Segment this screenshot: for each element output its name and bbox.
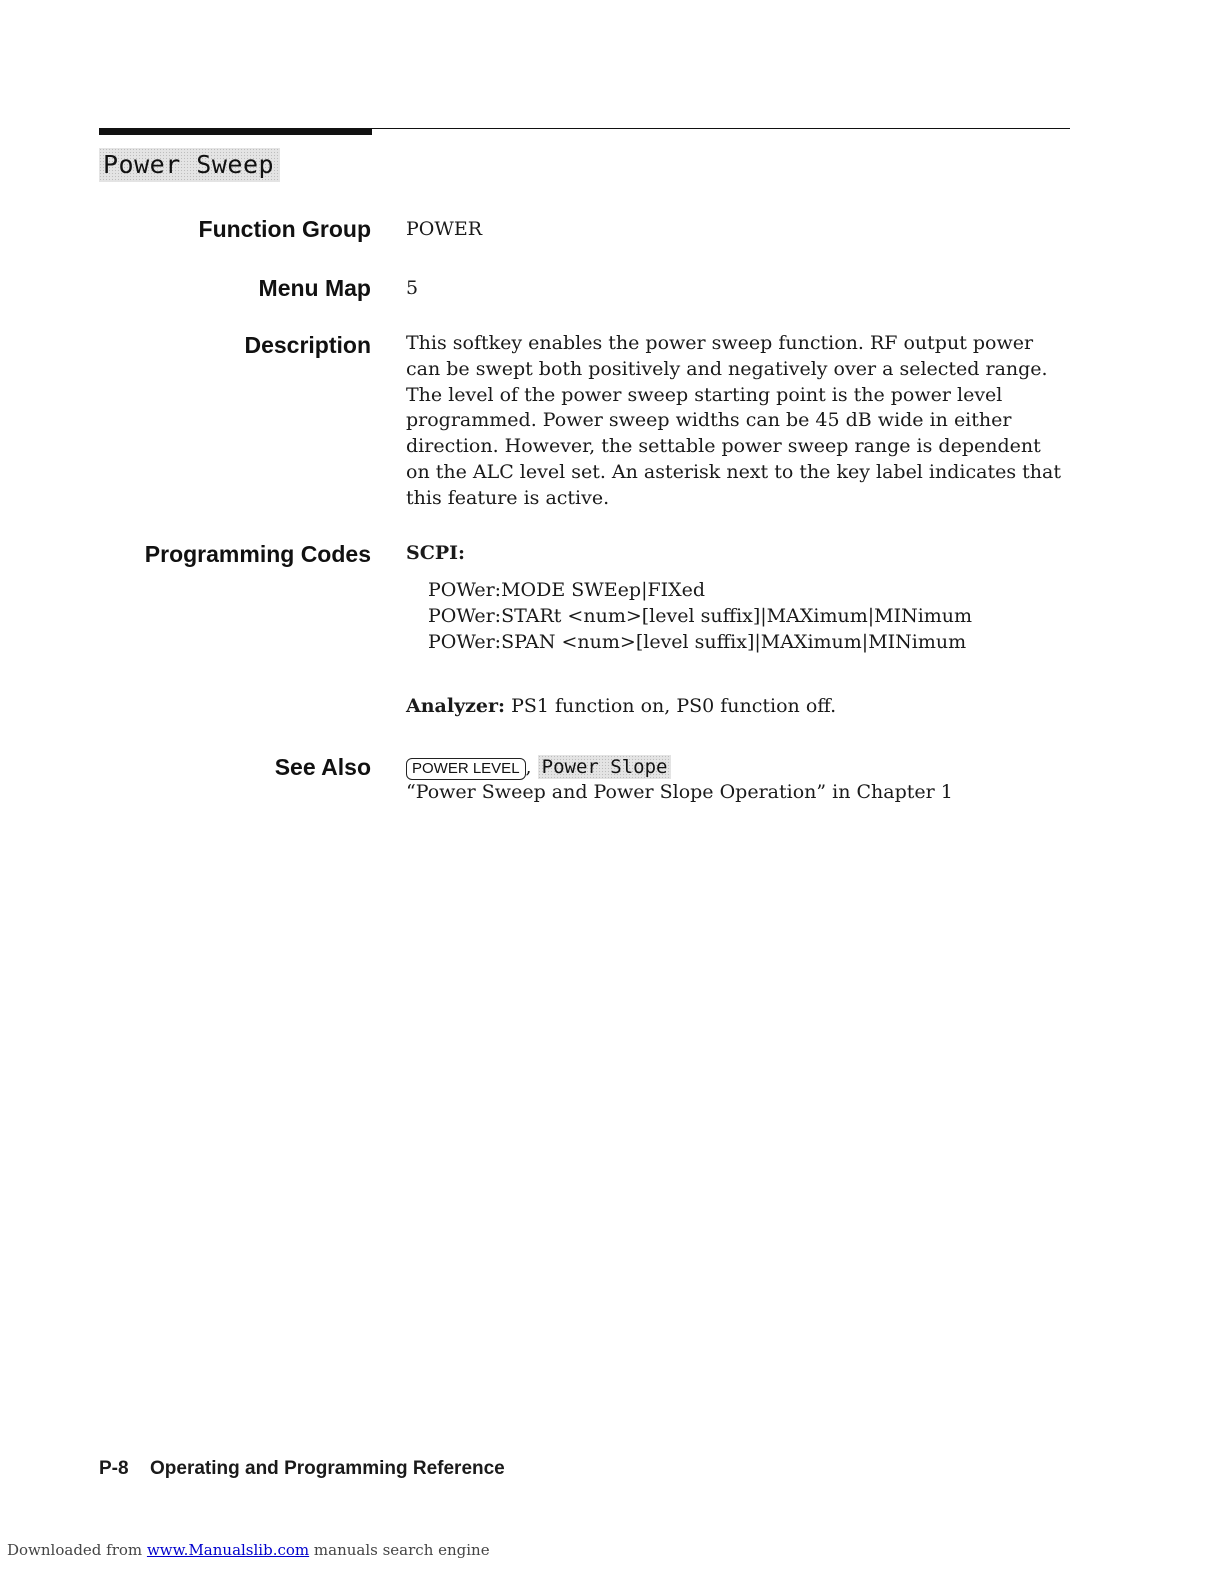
see-also-reference: “Power Sweep and Power Slope Operation” in Chapter 1 xyxy=(406,781,953,803)
header-thick-rule xyxy=(99,128,372,135)
scpi-label: SCPI: xyxy=(406,542,466,564)
download-prefix: Downloaded from xyxy=(7,1541,143,1559)
power-slope-softkey: Power Slope xyxy=(538,755,672,779)
power-level-hardkey: POWER LEVEL xyxy=(406,758,526,780)
footer-page-number: P-8 xyxy=(99,1458,129,1479)
see-also-label: See Also xyxy=(274,754,371,780)
description-text xyxy=(406,331,1066,512)
header-thin-rule xyxy=(372,128,1070,129)
footer-section-title: Operating and Programming Reference xyxy=(150,1458,505,1479)
function-group-label: Function Group xyxy=(198,216,371,242)
see-also-keys xyxy=(406,755,671,780)
see-also-separator: , xyxy=(525,756,532,778)
analyzer-text: PS1 function on, PS0 function off. xyxy=(511,695,837,717)
description-label: Description xyxy=(244,332,371,358)
scpi-code-line-3: POWer:SPAN <num>[level suffix]|MAXimum|MINimum xyxy=(428,631,967,653)
menu-map-value: 5 xyxy=(406,277,419,299)
function-group-value: POWER xyxy=(406,218,483,240)
scpi-code-line-2: POWer:STARt <num>[level suffix]|MAXimum|MINimum xyxy=(428,605,973,627)
download-suffix: manuals search engine xyxy=(313,1541,490,1559)
manualslib-link[interactable]: www.Manualslib.com xyxy=(146,1541,310,1559)
analyzer-label: Analyzer: xyxy=(406,695,506,717)
description-paragraph: This softkey enables the power sweep function. RF output power can be swept both positively and negatively over a selected range. The level of the power sweep starting point is the power level programmed. Power sweep widths can be 45 dB wide in either direction. However, the settable power sweep range is dependent on the ALC level set. An asterisk next to the key label indicates that this feature is active. xyxy=(406,332,1061,509)
menu-map-label: Menu Map xyxy=(258,275,371,301)
scpi-code-line-1: POWer:MODE SWEep|FIXed xyxy=(428,579,706,601)
analyzer-line xyxy=(406,695,836,717)
download-notice xyxy=(7,1541,490,1559)
page-title-softkey: Power Sweep xyxy=(99,148,280,182)
programming-codes-label: Programming Codes xyxy=(144,541,371,567)
